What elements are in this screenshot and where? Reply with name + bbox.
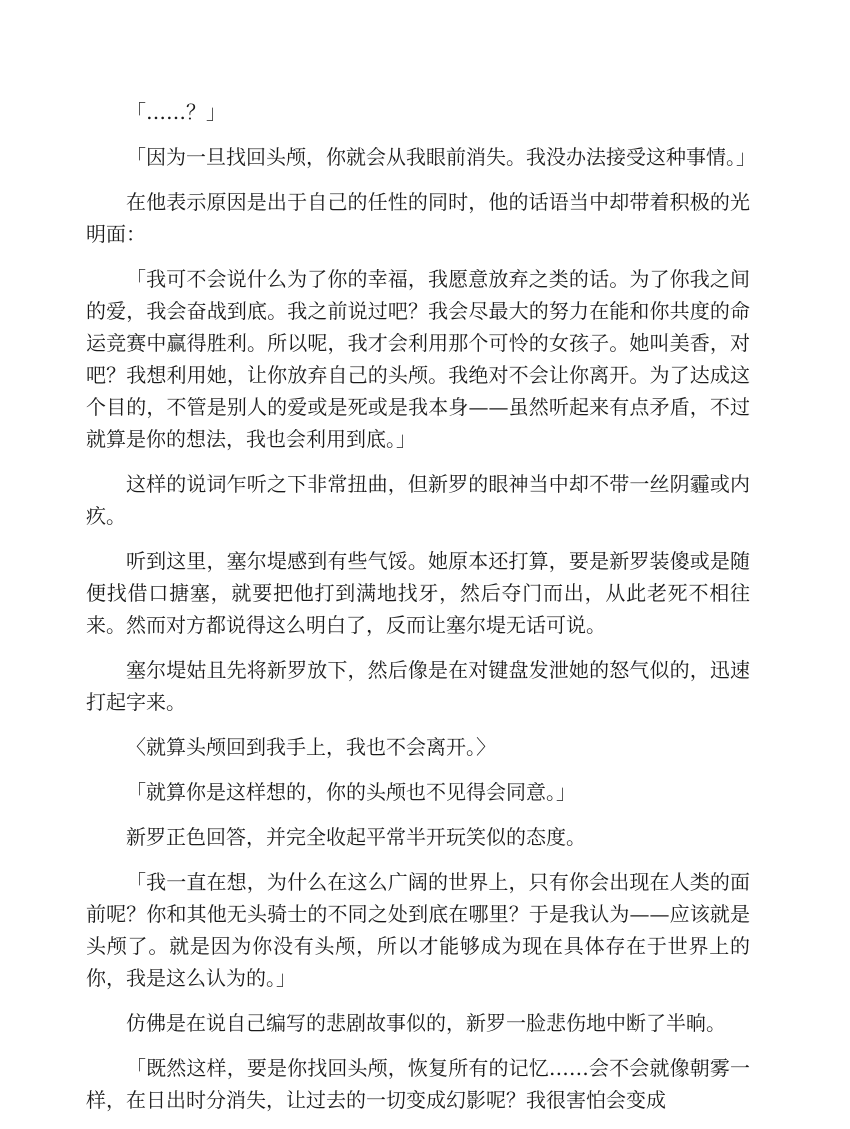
paragraph: 「因为一旦找回头颅，你就会从我眼前消失。我没办法接受这种事情。」: [126, 145, 756, 169]
paragraph: 「我可不会说什么为了你的幸福，我愿意放弃之类的话。为了你我之间的爱，我会奋战到底。我之前说过吧？我会尽最大的努力在能和你共度的命运竞赛中赢得胜利。所以呢，我才会利用那个可怜的女孩子。她叫美香，对吧？我想利用她，让你放弃自己的头颅。我绝对不会让你离开。为了达成这个目的，不管是别人的爱或是死或是我本身——虽然听起来有点矛盾，不过就算是你的想法，我也会利用到底。」: [86, 267, 750, 451]
paragraph: 这样的说词乍听之下非常扭曲，但新罗的眼神当中却不带一丝阴霾或内疚。: [86, 472, 750, 528]
document-page: [86, 96, 756, 1129]
paragraph: 在他表示原因是出于自己的任性的同时，他的话语当中却带着积极的光明面：: [86, 190, 750, 246]
paragraph: 「既然这样，要是你找回头颅，恢复所有的记忆……会不会就像朝雾一样，在日出时分消失，让过去的一切变成幻影呢？我很害怕会变成: [86, 1056, 750, 1112]
paragraph: 「……？」: [126, 100, 226, 124]
paragraph: 塞尔堤姑且先将新罗放下，然后像是在对键盘发泄她的怒气似的，迅速打起字来。: [86, 658, 750, 714]
paragraph: 听到这里，塞尔堤感到有些气馁。她原本还打算，要是新罗装傻或是随便找借口搪塞，就要把他打到满地找牙，然后夺门而出，从此老死不相往来。然而对方都说得这么明白了，反而让塞尔堤无话可说。: [86, 549, 750, 637]
paragraph: 新罗正色回答，并完全收起平常半开玩笑似的态度。: [126, 825, 586, 849]
paragraph: 「我一直在想，为什么在这么广阔的世界上，只有你会出现在人类的面前呢？你和其他无头骑士的不同之处到底在哪里？于是我认为——应该就是头颅了。就是因为你没有头颅，所以才能够成为现在具体存在于世界上的你，我是这么认为的。」: [86, 870, 750, 990]
paragraph: 仿佛是在说自己编写的悲剧故事似的，新罗一脸悲伤地中断了半晌。: [126, 1011, 726, 1035]
paragraph: 「就算你是这样想的，你的头颅也不见得会同意。」: [126, 780, 576, 804]
paragraph: 〈就算头颅回到我手上，我也不会离开。〉: [126, 735, 496, 759]
